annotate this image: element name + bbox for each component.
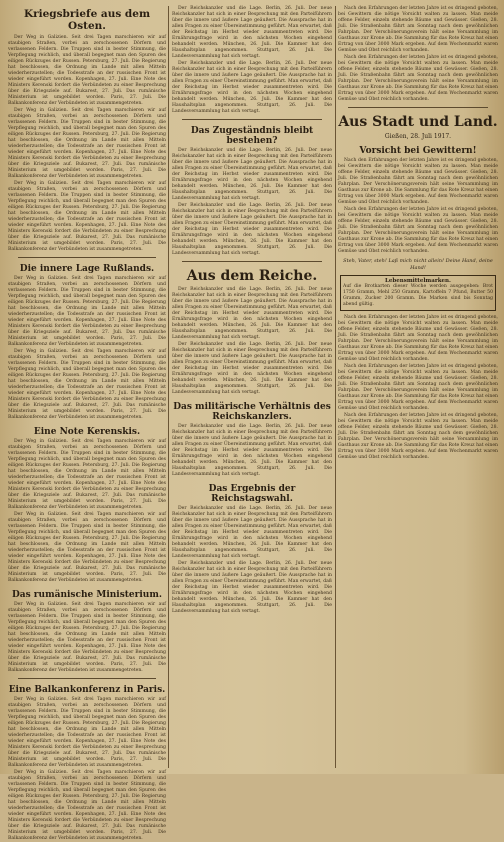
article-body: Der Reichskanzler und die Lage. Berlin, 26. Juli. Der neue Reichskanzler hat sich in einer Besprechung mit den Parteiführern über die innere und äußere Lage geäußert. Die Aussprache hat in allen Fragen zu einer Übereinstimmung geführt. Man erwartet, daß der Reichstag im Herbst wieder zusammentreten wird. Die Ernährungsfrage wird in den nächsten Wochen eingehend behandelt werden. München, 26. Juli. Die Kammer hat den Haushaltsplan angenommen. Stuttgart, 26. Juli. Die Landesversammlung hat sich vertagt. Der Reichskanzler und die Lage. Berlin, 26. Juli. Der neue Reichskanzler hat sich in einer Besprechung mit den Parteiführern über die innere und äußere Lage geäußert. Die Aussprache hat in allen Fragen zu einer Übereinstimmung geführt. Man erwartet, daß der Reichstag im Herbst wieder zusammentreten wird. Die Ernährungsfrage wird in den nächsten Wochen eingehend behandelt werden. München, 26. Juli. Die Kammer hat den Haushaltsplan angenommen. Stuttgart, 26. Juli. Die Landesversammlung hat sich vertagt. — [172, 506, 332, 614]
divider — [18, 678, 156, 679]
article-title-gewitter: Vorsicht bei Gewittern! — [359, 146, 477, 156]
article-body: Nach den Erfahrungen der letzten Jahre ist es dringend geboten, bei Gewittern die nötige Vorsicht walten zu lassen. Man meide offene Felder, einzeln stehende Bäume und Gewässer. Gießen, 28. Juli. Die Straßenbahn fährt am Sonntag nach dem gewöhnlichen Fahrplan. Der Verschönerungsverein hält seine Versammlung im Gasthaus zur Krone ab. Die Sammlung für das Rote Kreuz hat einen Ertrag von über 3000 Mark ergeben. Auf dem Wochenmarkt waren Gemüse und Obst reichlich vorhanden. Nach den Erfahrungen der letzten Jahre ist es dringend geboten, bei Gewittern die nötige Vorsicht walten zu lassen. Man meide offene Felder, einzeln stehende Bäume und Gewässer. Gießen, 28. Juli. Die Straßenbahn fährt am Sonntag nach dem gewöhnlichen Fahrplan. Der Verschönerungsverein hält seine Versammlung im Gasthaus zur Krone ab. Die Sammlung für das Rote Kreuz hat einen Ertrag von über 3000 Mark ergeben. Auf dem Wochenmarkt waren Gemüse und Obst reichlich vorhanden. — [338, 6, 498, 102]
divider — [348, 107, 488, 108]
article-body: Der Weg in Galizien. Seit drei Tagen marschieren wir auf staubigen Straßen, vorbei an zerschossenen Dörfern und verlassenen Feldern. Die Truppen sind in bester Stimmung, die Verpflegung reichlich, und überall begegnet man den Spuren des eiligen Rückzuges der Russen. Petersburg, 27. Juli. Die Regierung hat beschlossen, die Ordnung im Lande mit allen Mitteln wiederherzustellen; die Todesstrafe an der russischen Front ist wieder eingeführt worden. Kopenhagen, 27. Juli. Eine Note des Ministers Kerenski fordert die Verbündeten zu einer Besprechung über die Kriegsziele auf. Bukarest, 27. Juli. Das rumänische Ministerium ist umgebildet worden. Paris, 27. Juli. Die Balkankonferenz der Verbündeten ist zusammengetreten. Der Weg in Galizien. Seit drei Tagen marschieren wir auf staubigen Straßen, vorbei an zerschossenen Dörfern und verlassenen Feldern. Die Truppen sind in bester Stimmung, die Verpflegung reichlich, und überall begegnet man den Spuren des eiligen Rückzuges der Russen. Petersburg, 27. Juli. Die Regierung hat beschlossen, die Ordnung im Lande mit allen Mitteln wiederherzustellen; die Todesstrafe an der russischen Front ist wieder eingeführt worden. Kopenhagen, 27. Juli. Eine Note des Ministers Kerenski fordert die Verbündeten zu einer Besprechung über die Kriegsziele auf. Bukarest, 27. Juli. Das rumänische Ministerium ist umgebildet worden. Paris, 27. Juli. Die Balkankonferenz der Verbündeten ist zusammengetreten. — [8, 276, 166, 420]
column-rule — [168, 6, 169, 768]
article-title-kriegsbriefe: Kriegsbriefe aus dem Osten. — [23, 8, 151, 32]
column-rule — [335, 6, 336, 768]
article-body: Der Weg in Galizien. Seit drei Tagen marschieren wir auf staubigen Straßen, vorbei an zerschossenen Dörfern und verlassenen Feldern. Die Truppen sind in bester Stimmung, die Verpflegung reichlich, und überall begegnet man den Spuren des eiligen Rückzuges der Russen. Petersburg, 27. Juli. Die Regierung hat beschlossen, die Ordnung im Lande mit allen Mitteln wiederherzustellen; die Todesstrafe an der russischen Front ist wieder eingeführt worden. Kopenhagen, 27. Juli. Eine Note des Ministers Kerenski fordert die Verbündeten zu einer Besprechung über die Kriegsziele auf. Bukarest, 27. Juli. Das rumänische Ministerium ist umgebildet worden. Paris, 27. Juli. Die Balkankonferenz der Verbündeten ist zusammengetreten. Der Weg in Galizien. Seit drei Tagen marschieren wir auf staubigen Straßen, vorbei an zerschossenen Dörfern und verlassenen Feldern. Die Truppen sind in bester Stimmung, die Verpflegung reichlich, und überall begegnet man den Spuren des eiligen Rückzuges der Russen. Petersburg, 27. Juli. Die Regierung hat beschlossen, die Ordnung im Lande mit allen Mitteln wiederherzustellen; die Todesstrafe an der russischen Front ist wieder eingeführt worden. Kopenhagen, 27. Juli. Eine Note des Ministers Kerenski fordert die Verbündeten zu einer Besprechung über die Kriegsziele auf. Bukarest, 27. Juli. Das rumänische Ministerium ist umgebildet worden. Paris, 27. Juli. Die Balkankonferenz der Verbündeten ist zusammengetreten. — [8, 697, 166, 841]
dateline: Gießen, 28. Juli 1917. — [384, 133, 452, 140]
article-body: Der Weg in Galizien. Seit drei Tagen marschieren wir auf staubigen Straßen, vorbei an zerschossenen Dörfern und verlassenen Feldern. Die Truppen sind in bester Stimmung, die Verpflegung reichlich, und überall begegnet man den Spuren des eiligen Rückzuges der Russen. Petersburg, 27. Juli. Die Regierung hat beschlossen, die Ordnung im Lande mit allen Mitteln wiederherzustellen; die Todesstrafe an der russischen Front ist wieder eingeführt worden. Kopenhagen, 27. Juli. Eine Note des Ministers Kerenski fordert die Verbündeten zu einer Besprechung über die Kriegsziele auf. Bukarest, 27. Juli. Das rumänische Ministerium ist umgebildet worden. Paris, 27. Juli. Die Balkankonferenz der Verbündeten ist zusammengetreten. Der Weg in Galizien. Seit drei Tagen marschieren wir auf staubigen Straßen, vorbei an zerschossenen Dörfern und verlassenen Feldern. Die Truppen sind in bester Stimmung, die Verpflegung reichlich, und überall begegnet man den Spuren des eiligen Rückzuges der Russen. Petersburg, 27. Juli. Die Regierung hat beschlossen, die Ordnung im Lande mit allen Mitteln wiederherzustellen; die Todesstrafe an der russischen Front ist wieder eingeführt worden. Kopenhagen, 27. Juli. Eine Note des Ministers Kerenski fordert die Verbündeten zu einer Besprechung über die Kriegsziele auf. Bukarest, 27. Juli. Das rumänische Ministerium ist umgebildet worden. Paris, 27. Juli. Die Balkankonferenz der Verbündeten ist zusammengetreten. — [8, 439, 166, 583]
section-heading-stadt: Aus Stadt und Land. — [338, 114, 498, 130]
article-body: Der Reichskanzler und die Lage. Berlin, 26. Juli. Der neue Reichskanzler hat sich in einer Besprechung mit den Parteiführern über die innere und äußere Lage geäußert. Die Aussprache hat in allen Fragen zu einer Übereinstimmung geführt. Man erwartet, daß der Reichstag im Herbst wieder zusammentreten wird. Die Ernährungsfrage wird in den nächsten Wochen eingehend behandelt werden. München, 26. Juli. Die Kammer hat den Haushaltsplan angenommen. Stuttgart, 26. Juli. Die Landesversammlung hat sich vertagt. Der Reichskanzler und die Lage. Berlin, 26. Juli. Der neue Reichskanzler hat sich in einer Besprechung mit den Parteiführern über die innere und äußere Lage geäußert. Die Aussprache hat in allen Fragen zu einer Übereinstimmung geführt. Man erwartet, daß der Reichstag im Herbst wieder zusammentreten wird. Die Ernährungsfrage wird in den nächsten Wochen eingehend behandelt werden. München, 26. Juli. Die Kammer hat den Haushaltsplan angenommen. Stuttgart, 26. Juli. Die Landesversammlung hat sich vertagt. — [172, 148, 332, 256]
article-body: Nach den Erfahrungen der letzten Jahre ist es dringend geboten, bei Gewittern die nötige Vorsicht walten zu lassen. Man meide offene Felder, einzeln stehende Bäume und Gewässer. Gießen, 28. Juli. Die Straßenbahn fährt am Sonntag nach dem gewöhnlichen Fahrplan. Der Verschönerungsverein hält seine Versammlung im Gasthaus zur Krone ab. Die Sammlung für das Rote Kreuz hat einen Ertrag von über 3000 Mark ergeben. Auf dem Wochenmarkt waren Gemüse und Obst reichlich vorhanden. Nach den Erfahrungen der letzten Jahre ist es dringend geboten, bei Gewittern die nötige Vorsicht walten zu lassen. Man meide offene Felder, einzeln stehende Bäume und Gewässer. Gießen, 28. Juli. Die Straßenbahn fährt am Sonntag nach dem gewöhnlichen Fahrplan. Der Verschönerungsverein hält seine Versammlung im Gasthaus zur Krone ab. Die Sammlung für das Rote Kreuz hat einen Ertrag von über 3000 Mark ergeben. Auf dem Wochenmarkt waren Gemüse und Obst reichlich vorhanden. Nach den Erfahrungen der letzten Jahre ist es dringend geboten, bei Gewittern die nötige Vorsicht walten zu lassen. Man meide offene Felder, einzeln stehende Bäume und Gewässer. Gießen, 28. Juli. Die Straßenbahn fährt am Sonntag nach dem gewöhnlichen Fahrplan. Der Verschönerungsverein hält seine Versammlung im Gasthaus zur Krone ab. Die Sammlung für das Rote Kreuz hat einen Ertrag von über 3000 Mark ergeben. Auf dem Wochenmarkt waren Gemüse und Obst reichlich vorhanden. — [338, 315, 498, 460]
poem: Steh, Vater, steh! Laß mich nicht allein! Deine Hand, deine Hand! — [343, 258, 493, 271]
article-title-lage: Die innere Lage Rußlands. — [19, 264, 155, 274]
article-title-zugestaendnis: Das Zugeständnis bleibt bestehen? — [190, 126, 314, 146]
section-heading-reich: Aus dem Reiche. — [186, 268, 318, 284]
article-title-note: Eine Note Kerenskis. — [33, 427, 141, 437]
column-left — [8, 6, 166, 841]
notice-box — [340, 275, 496, 311]
divider — [18, 257, 156, 258]
article-title-wahl: Das Ergebnis der Reichstagswahl. — [208, 484, 296, 504]
article-body: Der Reichskanzler und die Lage. Berlin, 26. Juli. Der neue Reichskanzler hat sich in einer Besprechung mit den Parteiführern über die innere und äußere Lage geäußert. Die Aussprache hat in allen Fragen zu einer Übereinstimmung geführt. Man erwartet, daß der Reichstag im Herbst wieder zusammentreten wird. Die Ernährungsfrage wird in den nächsten Wochen eingehend behandelt werden. München, 26. Juli. Die Kammer hat den Haushaltsplan angenommen. Stuttgart, 26. Juli. Die Landesversammlung hat sich vertagt. Der Reichskanzler und die Lage. Berlin, 26. Juli. Der neue Reichskanzler hat sich in einer Besprechung mit den Parteiführern über die innere und äußere Lage geäußert. Die Aussprache hat in allen Fragen zu einer Übereinstimmung geführt. Man erwartet, daß der Reichstag im Herbst wieder zusammentreten wird. Die Ernährungsfrage wird in den nächsten Wochen eingehend behandelt werden. München, 26. Juli. Die Kammer hat den Haushaltsplan angenommen. Stuttgart, 26. Juli. Die Landesversammlung hat sich vertagt. — [172, 287, 332, 395]
divider — [182, 119, 322, 120]
article-title-ministerium: Das rumänische Ministerium. — [11, 590, 163, 600]
article-body: Der Reichskanzler und die Lage. Berlin, 26. Juli. Der neue Reichskanzler hat sich in einer Besprechung mit den Parteiführern über die innere und äußere Lage geäußert. Die Aussprache hat in allen Fragen zu einer Übereinstimmung geführt. Man erwartet, daß der Reichstag im Herbst wieder zusammentreten wird. Die Ernährungsfrage wird in den nächsten Wochen eingehend behandelt werden. München, 26. Juli. Die Kammer hat den Haushaltsplan angenommen. Stuttgart, 26. Juli. Die Landesversammlung hat sich vertagt. — [172, 424, 332, 477]
article-body: Der Reichskanzler und die Lage. Berlin, 26. Juli. Der neue Reichskanzler hat sich in einer Besprechung mit den Parteiführern über die innere und äußere Lage geäußert. Die Aussprache hat in allen Fragen zu einer Übereinstimmung geführt. Man erwartet, daß der Reichstag im Herbst wieder zusammentreten wird. Die Ernährungsfrage wird in den nächsten Wochen eingehend behandelt werden. München, 26. Juli. Die Kammer hat den Haushaltsplan angenommen. Stuttgart, 26. Juli. Die Landesversammlung hat sich vertagt. Der Reichskanzler und die Lage. Berlin, 26. Juli. Der neue Reichskanzler hat sich in einer Besprechung mit den Parteiführern über die innere und äußere Lage geäußert. Die Aussprache hat in allen Fragen zu einer Übereinstimmung geführt. Man erwartet, daß der Reichstag im Herbst wieder zusammentreten wird. Die Ernährungsfrage wird in den nächsten Wochen eingehend behandelt werden. München, 26. Juli. Die Kammer hat den Haushaltsplan angenommen. Stuttgart, 26. Juli. Die Landesversammlung hat sich vertagt. — [172, 6, 332, 114]
column-right — [338, 6, 498, 768]
article-title-reichskanzler: Das militärische Verhältnis des Reichskanzlers. — [173, 402, 331, 422]
notice-title: Lebensmittelmarken. — [385, 278, 451, 284]
divider — [182, 261, 322, 262]
article-body: Der Weg in Galizien. Seit drei Tagen marschieren wir auf staubigen Straßen, vorbei an zerschossenen Dörfern und verlassenen Feldern. Die Truppen sind in bester Stimmung, die Verpflegung reichlich, und überall begegnet man den Spuren des eiligen Rückzuges der Russen. Petersburg, 27. Juli. Die Regierung hat beschlossen, die Ordnung im Lande mit allen Mitteln wiederherzustellen; die Todesstrafe an der russischen Front ist wieder eingeführt worden. Kopenhagen, 27. Juli. Eine Note des Ministers Kerenski fordert die Verbündeten zu einer Besprechung über die Kriegsziele auf. Bukarest, 27. Juli. Das rumänische Ministerium ist umgebildet worden. Paris, 27. Juli. Die Balkankonferenz der Verbündeten ist zusammengetreten. — [8, 602, 166, 673]
article-body: Der Weg in Galizien. Seit drei Tagen marschieren wir auf staubigen Straßen, vorbei an zerschossenen Dörfern und verlassenen Feldern. Die Truppen sind in bester Stimmung, die Verpflegung reichlich, und überall begegnet man den Spuren des eiligen Rückzuges der Russen. Petersburg, 27. Juli. Die Regierung hat beschlossen, die Ordnung im Lande mit allen Mitteln wiederherzustellen; die Todesstrafe an der russischen Front ist wieder eingeführt worden. Kopenhagen, 27. Juli. Eine Note des Ministers Kerenski fordert die Verbündeten zu einer Besprechung über die Kriegsziele auf. Bukarest, 27. Juli. Das rumänische Ministerium ist umgebildet worden. Paris, 27. Juli. Die Balkankonferenz der Verbündeten ist zusammengetreten. Der Weg in Galizien. Seit drei Tagen marschieren wir auf staubigen Straßen, vorbei an zerschossenen Dörfern und verlassenen Feldern. Die Truppen sind in bester Stimmung, die Verpflegung reichlich, und überall begegnet man den Spuren des eiligen Rückzuges der Russen. Petersburg, 27. Juli. Die Regierung hat beschlossen, die Ordnung im Lande mit allen Mitteln wiederherzustellen; die Todesstrafe an der russischen Front ist wieder eingeführt worden. Kopenhagen, 27. Juli. Eine Note des Ministers Kerenski fordert die Verbündeten zu einer Besprechung über die Kriegsziele auf. Bukarest, 27. Juli. Das rumänische Ministerium ist umgebildet worden. Paris, 27. Juli. Die Balkankonferenz der Verbündeten ist zusammengetreten. Der Weg in Galizien. Seit drei Tagen marschieren wir auf staubigen Straßen, vorbei an zerschossenen Dörfern und verlassenen Feldern. Die Truppen sind in bester Stimmung, die Verpflegung reichlich, und überall begegnet man den Spuren des eiligen Rückzuges der Russen. Petersburg, 27. Juli. Die Regierung hat beschlossen, die Ordnung im Lande mit allen Mitteln wiederherzustellen; die Todesstrafe an der russischen Front ist wieder eingeführt worden. Kopenhagen, 27. Juli. Eine Note des Ministers Kerenski fordert die Verbündeten zu einer Besprechung über die Kriegsziele auf. Bukarest, 27. Juli. Das rumänische Ministerium ist umgebildet worden. Paris, 27. Juli. Die Balkankonferenz der Verbündeten ist zusammengetreten. — [8, 35, 166, 252]
column-middle — [172, 6, 332, 768]
article-body: Nach den Erfahrungen der letzten Jahre ist es dringend geboten, bei Gewittern die nötige Vorsicht walten zu lassen. Man meide offene Felder, einzeln stehende Bäume und Gewässer. Gießen, 28. Juli. Die Straßenbahn fährt am Sonntag nach dem gewöhnlichen Fahrplan. Der Verschönerungsverein hält seine Versammlung im Gasthaus zur Krone ab. Die Sammlung für das Rote Kreuz hat einen Ertrag von über 3000 Mark ergeben. Auf dem Wochenmarkt waren Gemüse und Obst reichlich vorhanden. Nach den Erfahrungen der letzten Jahre ist es dringend geboten, bei Gewittern die nötige Vorsicht walten zu lassen. Man meide offene Felder, einzeln stehende Bäume und Gewässer. Gießen, 28. Juli. Die Straßenbahn fährt am Sonntag nach dem gewöhnlichen Fahrplan. Der Verschönerungsverein hält seine Versammlung im Gasthaus zur Krone ab. Die Sammlung für das Rote Kreuz hat einen Ertrag von über 3000 Mark ergeben. Auf dem Wochenmarkt waren Gemüse und Obst reichlich vorhanden. — [338, 158, 498, 254]
notice-text: Auf die Brotkarten dieser Woche werden ausgegeben: Brot 1750 Gramm, Mehl 250 Gramm, Kartoffeln 7 Pfund, Butter 50 Gramm, Zucker 200 Gramm. Die Marken sind bis Sonntag abend gültig. — [343, 284, 493, 307]
article-title-konferenz: Eine Balkankonferenz in Paris. — [8, 685, 166, 695]
